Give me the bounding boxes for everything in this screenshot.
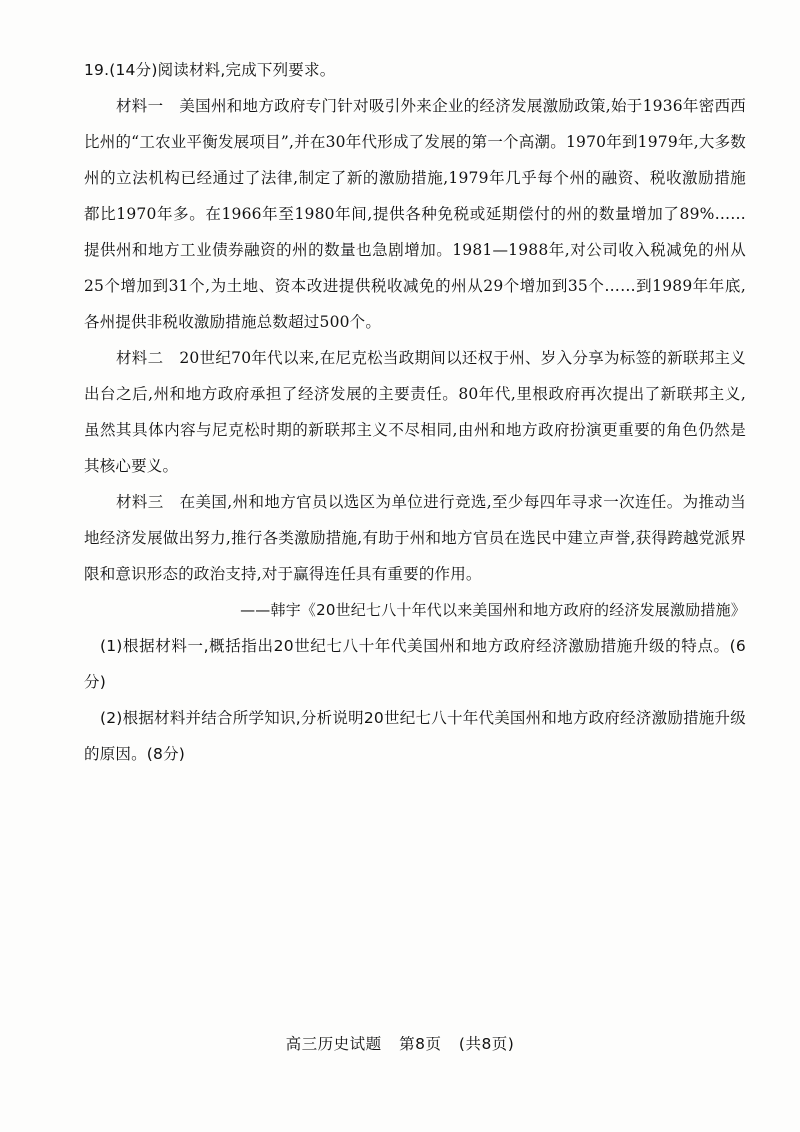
material-3	[84, 484, 746, 592]
material-1	[84, 88, 746, 340]
source-citation: ——韩宇《20世纪七八十年代以来美国州和地方政府的经济发展激励措施》	[240, 601, 746, 619]
footer-total-pages: (共8页)	[458, 1035, 515, 1053]
footer-title: 高三历史试题	[285, 1035, 382, 1053]
sub-question-1: (1)根据材料一,概括指出20世纪七八十年代美国州和地方政府经济激励措施升级的特点。(6分)	[84, 637, 746, 691]
page-footer	[0, 1032, 800, 1054]
material-1-text: 美国州和地方政府专门针对吸引外来企业的经济发展激励政策,始于1936年密西西比州的“工农业平衡发展项目”,并在30年代形成了发展的第一个高潮。1970年到1979年,大多数州的立法机构已经通过了法律,制定了新的激励措施,1979年几乎每个州的融资、税收激励措施都比1970年多。在1966年至1980年间,提供各种免税或延期偿付的州的数量增加了89%……提供州和地方工业债券融资的州的数量也急剧增加。1981—1988年,对公司收入税减免的州从25个增加到31个,为土地、资本改进提供税收减免的州从29个增加到35个……到1989年年底,各州提供非税收激励措施总数超过500个。	[84, 97, 746, 331]
material-3-label: 材料三	[116, 493, 164, 511]
sub-question-2: (2)根据材料并结合所学知识,分析说明20世纪七八十年代美国州和地方政府经济激励措施升级的原因。(8分)	[84, 709, 746, 763]
material-3-text: 在美国,州和地方官员以选区为单位进行竞选,至少每四年寻求一次连任。为推动当地经济发展做出努力,推行各类激励措施,有助于州和地方官员在选民中建立声誉,获得跨越党派界限和意识形态的政治支持,对于赢得连任具有重要的作用。	[84, 493, 746, 583]
footer-page-number: 第8页	[399, 1035, 442, 1053]
material-2-label: 材料二	[116, 349, 164, 367]
question-block	[84, 52, 746, 772]
material-2-text: 20世纪70年代以来,在尼克松当政期间以还权于州、岁入分享为标签的新联邦主义出台之后,州和地方政府承担了经济发展的主要责任。80年代,里根政府再次提出了新联邦主义,虽然其具体内容与尼克松时期的新联邦主义不尽相同,由州和地方政府扮演更重要的角色仍然是其核心要义。	[84, 349, 746, 475]
material-1-label: 材料一	[116, 97, 164, 115]
question-header: 19.(14分)阅读材料,完成下列要求。	[84, 61, 336, 79]
material-2	[84, 340, 746, 484]
